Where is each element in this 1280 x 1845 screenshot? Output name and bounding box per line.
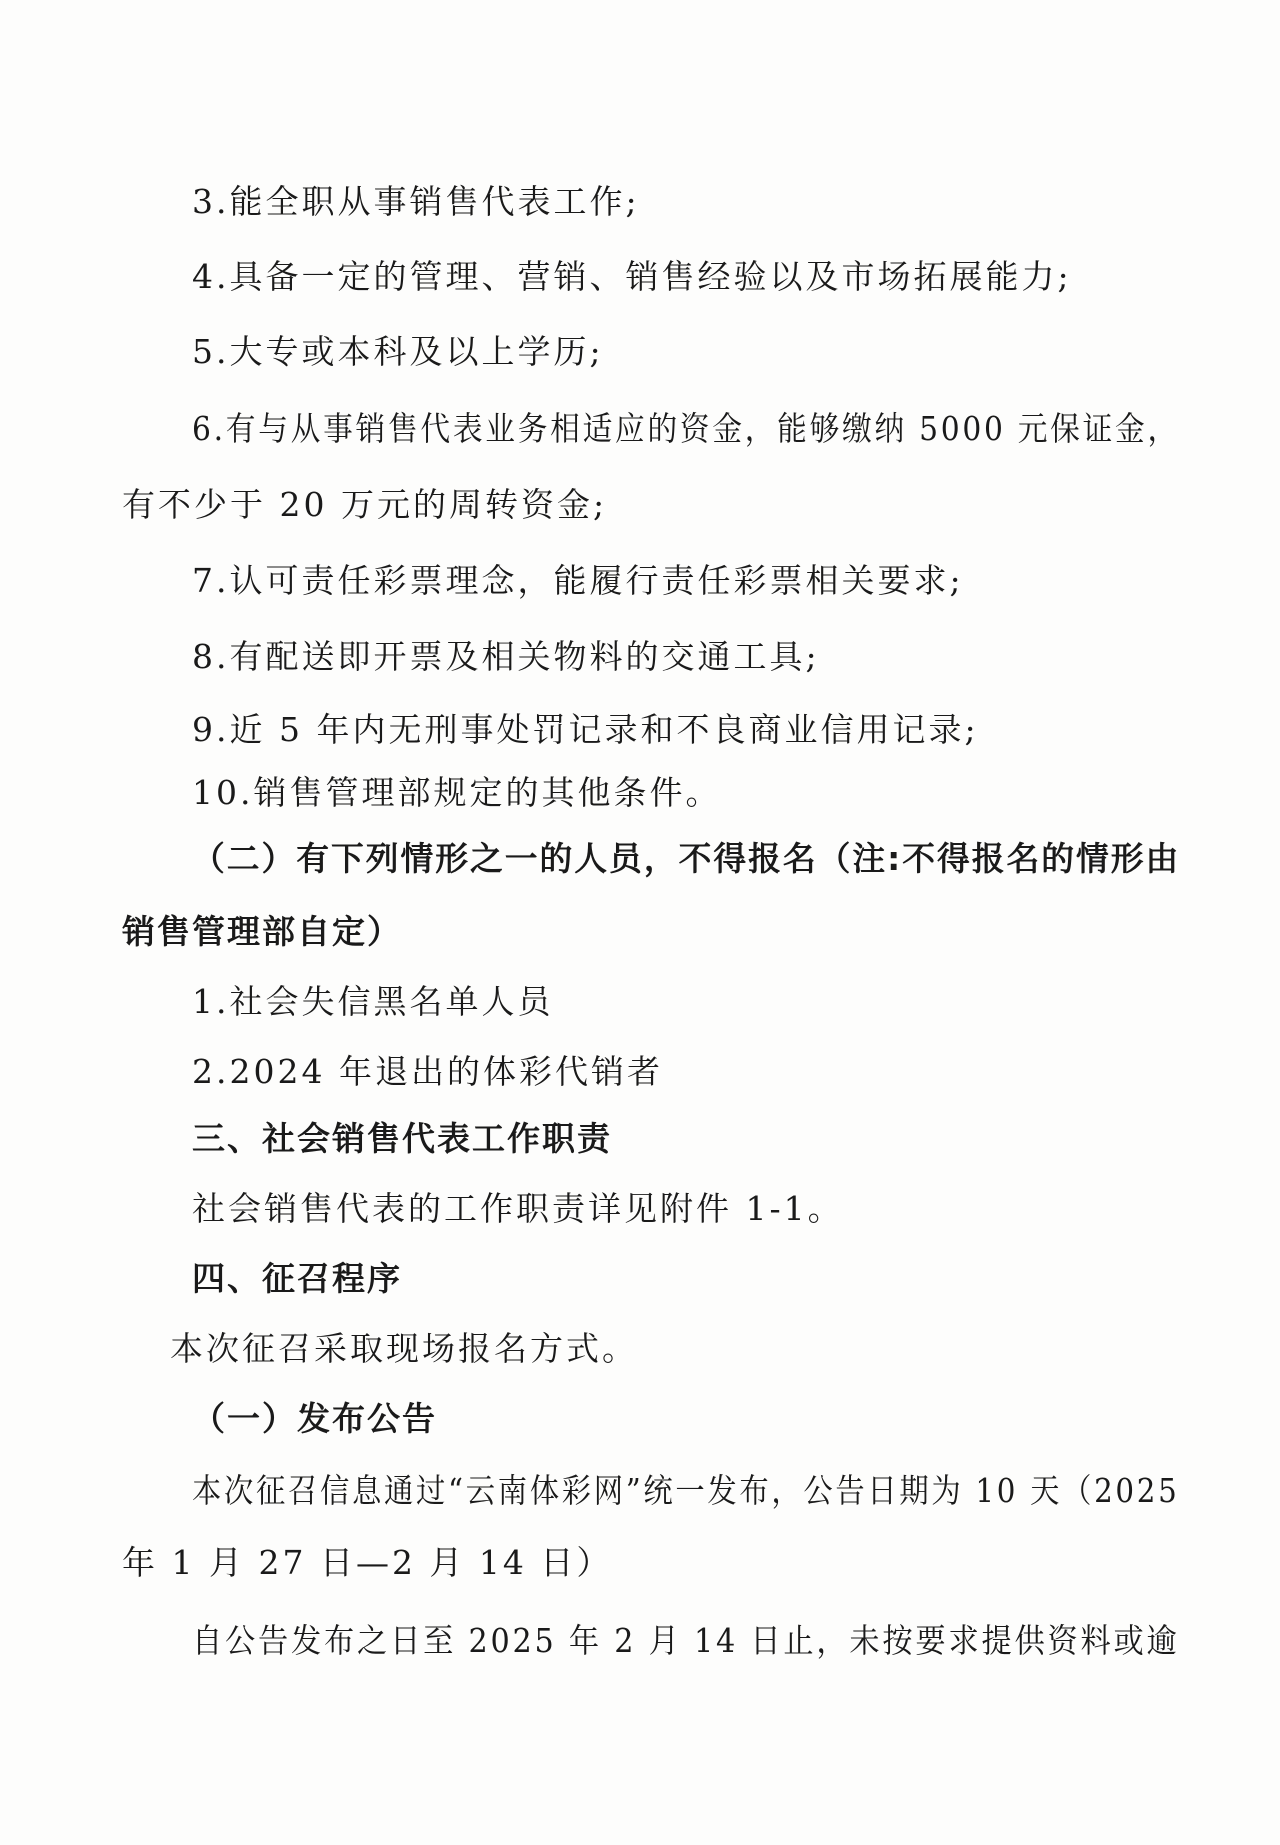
requirement-5: 5.大专或本科及以上学历; — [192, 332, 604, 371]
requirement-10: 10.销售管理部规定的其他条件。 — [192, 773, 722, 812]
requirement-9: 9.近 5 年内无刑事处罚记录和不良商业信用记录; — [192, 710, 979, 749]
requirement-7: 7.认可责任彩票理念，能履行责任彩票相关要求; — [192, 561, 964, 600]
announcement-paragraph-continued: 年 1 月 27 日—2 月 14 日） — [122, 1543, 613, 1582]
requirement-6-continued: 有不少于 20 万元的周转资金; — [122, 485, 608, 524]
subsection-heading-2-continued: 销售管理部自定） — [122, 912, 402, 951]
procedure-intro: 本次征召采取现场报名方式。 — [170, 1329, 638, 1368]
duties-paragraph: 社会销售代表的工作职责详见附件 1-1。 — [192, 1189, 844, 1228]
section-heading-4: 四、征召程序 — [192, 1259, 402, 1298]
deadline-paragraph: 自公告发布之日至 2025 年 2 月 14 日止，未按要求提供资料或逾 — [192, 1621, 1180, 1660]
exclusion-1: 1.社会失信黑名单人员 — [192, 982, 554, 1021]
exclusion-2: 2.2024 年退出的体彩代销者 — [192, 1052, 663, 1091]
announcement-paragraph: 本次征召信息通过“云南体彩网”统一发布，公告日期为 10 天（2025 — [192, 1471, 1180, 1510]
requirement-4: 4.具备一定的管理、营销、销售经验以及市场拓展能力; — [192, 257, 1072, 296]
requirement-6: 6.有与从事销售代表业务相适应的资金，能够缴纳 5000 元保证金， — [192, 409, 1180, 448]
section-heading-3: 三、社会销售代表工作职责 — [192, 1119, 612, 1158]
subsection-heading-2: （二）有下列情形之一的人员，不得报名（注:不得报名的情形由 — [192, 839, 1181, 878]
subsection-heading-1: （一）发布公告 — [192, 1399, 437, 1438]
requirement-8: 8.有配送即开票及相关物料的交通工具; — [192, 637, 820, 676]
requirement-3: 3.能全职从事销售代表工作; — [192, 182, 640, 221]
